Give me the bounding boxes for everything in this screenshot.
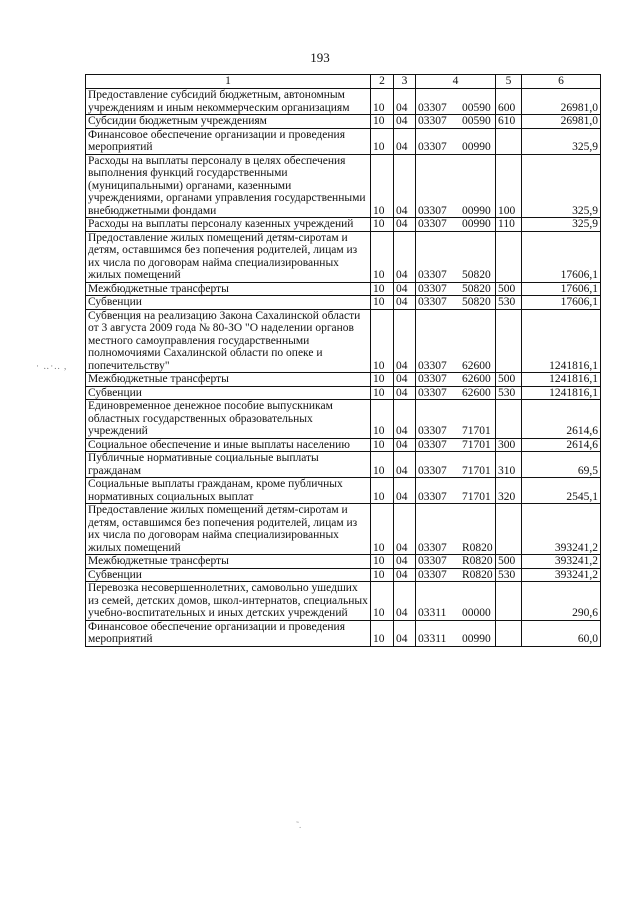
row-target-code xyxy=(416,568,496,582)
column-header: 3 xyxy=(394,75,416,89)
row-target-code-program: 03307 xyxy=(418,464,447,477)
row-target-code-direction: 00000 xyxy=(462,607,491,619)
row-target-code xyxy=(416,309,496,373)
row-amount: 325,9 xyxy=(522,128,601,154)
row-subsection: 04 xyxy=(394,478,416,504)
row-amount: 2614,6 xyxy=(522,438,601,452)
row-name: Межбюджетные трансферты xyxy=(86,373,371,387)
row-section: 10 xyxy=(371,438,394,452)
row-target-code-direction: 00990 xyxy=(462,218,491,230)
row-target-code-direction: 00590 xyxy=(462,101,491,114)
row-amount: 17606,1 xyxy=(522,296,601,310)
row-amount: 325,9 xyxy=(522,154,601,218)
row-amount: 1241816,1 xyxy=(522,373,601,387)
row-expense-type: 320 xyxy=(496,478,522,504)
row-target-code xyxy=(416,115,496,129)
row-expense-type: 610 xyxy=(496,115,522,129)
row-target-code-program: 03307 xyxy=(418,425,447,437)
row-section: 10 xyxy=(371,400,394,439)
row-target-code-program: 03307 xyxy=(418,204,447,217)
row-target-code xyxy=(416,582,496,621)
row-target-code-direction: 50820 xyxy=(462,269,491,281)
row-target-code-program: 03307 xyxy=(418,373,447,385)
row-target-code xyxy=(416,296,496,310)
row-name: Предоставление субсидий бюджетным, автономным учреждениям и иным некоммерческим организациям xyxy=(86,89,371,115)
row-name: Финансовое обеспечение организации и проведения мероприятий xyxy=(86,620,371,646)
row-target-code xyxy=(416,386,496,400)
row-expense-type xyxy=(496,504,522,555)
row-expense-type xyxy=(496,231,522,282)
table-row xyxy=(86,386,601,400)
row-section: 10 xyxy=(371,296,394,310)
row-target-code-direction: 71701 xyxy=(462,464,491,477)
row-name: Социальное обеспечение и иные выплаты населению xyxy=(86,438,371,452)
table-row xyxy=(86,296,601,310)
table-row xyxy=(86,128,601,154)
row-amount: 17606,1 xyxy=(522,231,601,282)
row-target-code-program: 03307 xyxy=(418,115,447,127)
row-target-code xyxy=(416,478,496,504)
margin-scribble: · ‥·.. , xyxy=(36,361,68,371)
row-amount: 60,0 xyxy=(522,620,601,646)
row-section: 10 xyxy=(371,231,394,282)
table-row xyxy=(86,568,601,582)
row-expense-type: 500 xyxy=(496,373,522,387)
row-target-code-program: 03311 xyxy=(418,633,447,645)
row-subsection: 04 xyxy=(394,154,416,218)
column-header: 4 xyxy=(416,75,496,89)
row-amount: 393241,2 xyxy=(522,504,601,555)
row-name: Расходы на выплаты персоналу казенных учреждений xyxy=(86,218,371,232)
row-name: Публичные нормативные социальные выплаты гражданам xyxy=(86,452,371,478)
row-subsection: 04 xyxy=(394,452,416,478)
row-name: Единовременное денежное пособие выпускникам областных государственных образовательных учреждений xyxy=(86,400,371,439)
row-name: Субвенции xyxy=(86,296,371,310)
row-expense-type: 500 xyxy=(496,282,522,296)
row-target-code xyxy=(416,400,496,439)
row-expense-type xyxy=(496,620,522,646)
row-target-code xyxy=(416,282,496,296)
row-name: Субвенции xyxy=(86,386,371,400)
row-name: Межбюджетные трансферты xyxy=(86,282,371,296)
row-expense-type: 600 xyxy=(496,89,522,115)
row-target-code-program: 03307 xyxy=(418,386,447,399)
row-amount: 2545,1 xyxy=(522,478,601,504)
row-amount: 17606,1 xyxy=(522,282,601,296)
column-header: 2 xyxy=(371,75,394,89)
row-target-code-direction: R0820 xyxy=(462,568,493,581)
row-target-code-program: 03307 xyxy=(418,101,447,114)
row-amount: 290,6 xyxy=(522,582,601,621)
row-target-code-direction: 50820 xyxy=(462,282,491,295)
row-target-code xyxy=(416,555,496,569)
row-subsection: 04 xyxy=(394,386,416,400)
row-target-code xyxy=(416,218,496,232)
row-section: 10 xyxy=(371,89,394,115)
table-row xyxy=(86,282,601,296)
row-target-code-direction: 71701 xyxy=(462,425,491,437)
row-subsection: 04 xyxy=(394,309,416,373)
row-section: 10 xyxy=(371,128,394,154)
row-amount: 1241816,1 xyxy=(522,386,601,400)
row-expense-type: 500 xyxy=(496,555,522,569)
row-subsection: 04 xyxy=(394,89,416,115)
row-section: 10 xyxy=(371,309,394,373)
row-subsection: 04 xyxy=(394,504,416,555)
row-target-code xyxy=(416,154,496,218)
row-amount: 2614,6 xyxy=(522,400,601,439)
row-section: 10 xyxy=(371,452,394,478)
row-section: 10 xyxy=(371,555,394,569)
row-target-code-direction: R0820 xyxy=(462,555,493,567)
table-row xyxy=(86,115,601,129)
row-expense-type xyxy=(496,400,522,439)
table-row xyxy=(86,555,601,569)
row-target-code xyxy=(416,231,496,282)
table-row xyxy=(86,400,601,439)
table-row xyxy=(86,218,601,232)
row-target-code-program: 03307 xyxy=(418,218,447,230)
row-target-code-direction: 00990 xyxy=(462,633,491,645)
row-target-code-program: 03311 xyxy=(418,607,447,619)
row-subsection: 04 xyxy=(394,128,416,154)
row-subsection: 04 xyxy=(394,400,416,439)
column-header: 5 xyxy=(496,75,522,89)
row-target-code-direction: 00990 xyxy=(462,141,491,153)
table-row xyxy=(86,452,601,478)
row-name: Предоставление жилых помещений детям-сиротам и детям, оставшимся без попечения родителей, лицам из их числа по договорам найма специализированных жилых помещений xyxy=(86,504,371,555)
row-amount: 1241816,1 xyxy=(522,309,601,373)
row-target-code xyxy=(416,452,496,478)
row-target-code-program: 03307 xyxy=(418,359,447,372)
row-subsection: 04 xyxy=(394,282,416,296)
row-subsection: 04 xyxy=(394,568,416,582)
row-amount: 393241,2 xyxy=(522,568,601,582)
row-target-code-direction: 50820 xyxy=(462,296,491,308)
row-section: 10 xyxy=(371,478,394,504)
row-section: 10 xyxy=(371,218,394,232)
row-subsection: 04 xyxy=(394,218,416,232)
row-section: 10 xyxy=(371,154,394,218)
row-section: 10 xyxy=(371,386,394,400)
row-subsection: 04 xyxy=(394,296,416,310)
row-expense-type: 530 xyxy=(496,386,522,400)
row-subsection: 04 xyxy=(394,582,416,621)
row-name: Перевозка несовершеннолетних, самовольно ушедших из семей, детских домов, школ-интернатов, специальных учебно-воспитательных и иных детских учреждений xyxy=(86,582,371,621)
page-number: 193 xyxy=(310,50,330,65)
column-header: 6 xyxy=(522,75,601,89)
row-amount: 26981,0 xyxy=(522,115,601,129)
row-expense-type: 530 xyxy=(496,568,522,582)
table-row xyxy=(86,154,601,218)
row-section: 10 xyxy=(371,504,394,555)
row-target-code-direction: 71701 xyxy=(462,438,491,451)
budget-table xyxy=(85,74,601,647)
row-subsection: 04 xyxy=(394,231,416,282)
row-section: 10 xyxy=(371,282,394,296)
row-target-code-program: 03307 xyxy=(418,490,447,503)
row-expense-type xyxy=(496,309,522,373)
row-amount: 69,5 xyxy=(522,452,601,478)
row-target-code-direction: R0820 xyxy=(462,541,493,554)
row-amount: 26981,0 xyxy=(522,89,601,115)
table-row xyxy=(86,478,601,504)
row-target-code-program: 03307 xyxy=(418,296,447,308)
row-subsection: 04 xyxy=(394,620,416,646)
row-name: Предоставление жилых помещений детям-сиротам и детям, оставшимся без попечения родителей, лицам из их числа по договорам найма специализированных жилых помещений xyxy=(86,231,371,282)
row-section: 10 xyxy=(371,582,394,621)
row-target-code-program: 03307 xyxy=(418,438,447,451)
row-target-code xyxy=(416,620,496,646)
row-expense-type: 110 xyxy=(496,218,522,232)
table-row xyxy=(86,582,601,621)
row-section: 10 xyxy=(371,115,394,129)
row-target-code-direction: 00590 xyxy=(462,115,491,127)
row-target-code xyxy=(416,89,496,115)
table-row xyxy=(86,89,601,115)
row-section: 10 xyxy=(371,620,394,646)
row-section: 10 xyxy=(371,373,394,387)
row-target-code-direction: 71701 xyxy=(462,490,491,503)
row-target-code-program: 03307 xyxy=(418,555,447,567)
row-target-code-direction: 62600 xyxy=(462,373,491,385)
column-header: 1 xyxy=(86,75,371,89)
row-expense-type: 310 xyxy=(496,452,522,478)
row-name: Субсидии бюджетным учреждениям xyxy=(86,115,371,129)
row-subsection: 04 xyxy=(394,373,416,387)
row-expense-type xyxy=(496,128,522,154)
table-row xyxy=(86,309,601,373)
row-amount: 393241,2 xyxy=(522,555,601,569)
row-name: Финансовое обеспечение организации и проведения мероприятий xyxy=(86,128,371,154)
row-target-code-direction: 62600 xyxy=(462,359,491,372)
row-name: Расходы на выплаты персоналу в целях обеспечения выполнения функций государственными (муниципальными) органами, казенными учреждениями, органами управления государственными внебюджетными фондами xyxy=(86,154,371,218)
row-target-code xyxy=(416,373,496,387)
row-subsection: 04 xyxy=(394,115,416,129)
row-target-code xyxy=(416,504,496,555)
row-target-code-program: 03307 xyxy=(418,568,447,581)
row-expense-type: 100 xyxy=(496,154,522,218)
table-row xyxy=(86,373,601,387)
row-name: Субвенция на реализацию Закона Сахалинской области от 3 августа 2009 года № 80-ЗО "О наделении органов местного самоуправления государственными полномочиями Сахалинской области по опеке и попечительству" xyxy=(86,309,371,373)
table-row xyxy=(86,231,601,282)
row-name: Субвенции xyxy=(86,568,371,582)
row-target-code-direction: 00990 xyxy=(462,204,491,217)
row-target-code xyxy=(416,128,496,154)
row-expense-type: 530 xyxy=(496,296,522,310)
table-row xyxy=(86,438,601,452)
table-row xyxy=(86,504,601,555)
row-subsection: 04 xyxy=(394,555,416,569)
row-amount: 325,9 xyxy=(522,218,601,232)
row-target-code-program: 03307 xyxy=(418,141,447,153)
row-name: Межбюджетные трансферты xyxy=(86,555,371,569)
row-target-code-direction: 62600 xyxy=(462,386,491,399)
row-target-code xyxy=(416,438,496,452)
row-expense-type: 300 xyxy=(496,438,522,452)
row-target-code-program: 03307 xyxy=(418,541,447,554)
row-target-code-program: 03307 xyxy=(418,282,447,295)
table-row xyxy=(86,620,601,646)
row-target-code-program: 03307 xyxy=(418,269,447,281)
row-subsection: 04 xyxy=(394,438,416,452)
scan-speck: ˜. xyxy=(296,820,302,830)
row-section: 10 xyxy=(371,568,394,582)
table-header-row xyxy=(86,75,601,89)
row-name: Социальные выплаты гражданам, кроме публичных нормативных социальных выплат xyxy=(86,478,371,504)
row-expense-type xyxy=(496,582,522,621)
